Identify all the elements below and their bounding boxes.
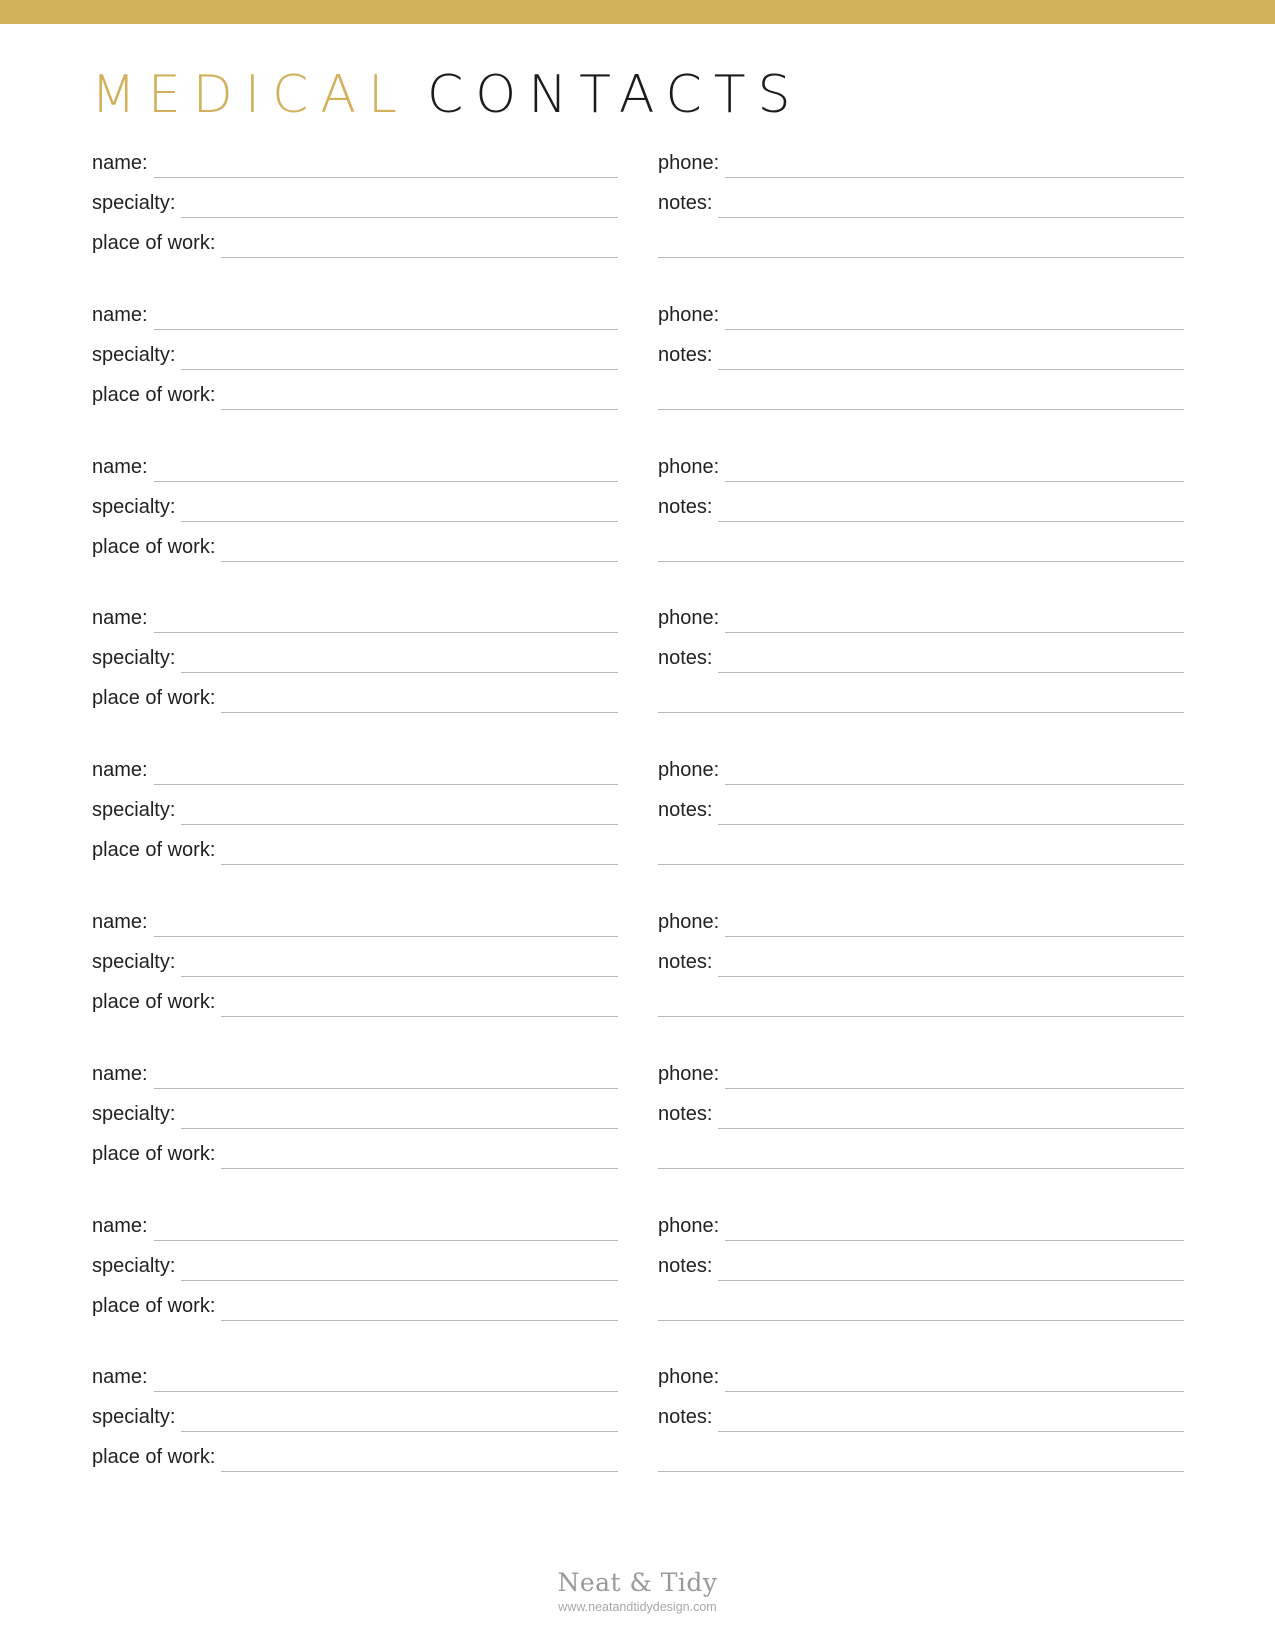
writing-line[interactable]: [718, 217, 1184, 218]
footer-brand-logo: Neat & Tidy: [557, 1568, 718, 1597]
writing-line[interactable]: [718, 976, 1184, 977]
notes-continued-field[interactable]: [658, 380, 1184, 410]
specialty-label: specialty:: [92, 1102, 176, 1125]
specialty-label: specialty:: [92, 495, 176, 518]
notes-continued-field[interactable]: [658, 1442, 1184, 1472]
phone-field[interactable]: [658, 148, 1184, 178]
writing-line[interactable]: [221, 257, 618, 258]
place-of-work-label: place of work:: [92, 1142, 216, 1165]
writing-line[interactable]: [718, 369, 1184, 370]
name-field[interactable]: [92, 755, 618, 785]
name-field[interactable]: [92, 1211, 618, 1241]
writing-line[interactable]: [154, 329, 618, 330]
writing-line[interactable]: [154, 1391, 618, 1392]
notes-field[interactable]: [658, 795, 1184, 825]
writing-line[interactable]: [181, 369, 618, 370]
writing-line[interactable]: [181, 1128, 618, 1129]
specialty-field[interactable]: [92, 1402, 618, 1432]
writing-line[interactable]: [221, 561, 618, 562]
name-field[interactable]: [92, 603, 618, 633]
notes-label: notes:: [658, 343, 713, 366]
notes-continued-field[interactable]: [658, 532, 1184, 562]
notes-field[interactable]: [658, 1402, 1184, 1432]
notes-continued-field[interactable]: [658, 1139, 1184, 1169]
name-field[interactable]: [92, 300, 618, 330]
writing-line[interactable]: [658, 561, 1184, 562]
writing-line[interactable]: [221, 712, 618, 713]
specialty-label: specialty:: [92, 799, 176, 822]
notes-continued-field[interactable]: [658, 683, 1184, 713]
name-field[interactable]: [92, 1059, 618, 1089]
notes-continued-field[interactable]: [658, 987, 1184, 1017]
place-of-work-field[interactable]: [92, 987, 618, 1017]
place-of-work-label: place of work:: [92, 232, 216, 254]
phone-label: phone:: [658, 1062, 720, 1085]
writing-line[interactable]: [658, 1168, 1184, 1169]
name-field[interactable]: [92, 907, 618, 937]
notes-label: notes:: [658, 799, 713, 822]
notes-continued-field[interactable]: [658, 835, 1184, 865]
notes-field[interactable]: [658, 1251, 1184, 1281]
name-label: name:: [92, 911, 148, 933]
writing-line[interactable]: [221, 864, 618, 865]
contact-block: [92, 1211, 1184, 1333]
phone-label: phone:: [658, 455, 720, 478]
writing-line[interactable]: [658, 864, 1184, 865]
name-label: name:: [92, 152, 148, 174]
writing-line[interactable]: [725, 632, 1184, 633]
writing-line[interactable]: [221, 1471, 618, 1472]
writing-line[interactable]: [658, 409, 1184, 410]
phone-field[interactable]: [658, 1059, 1184, 1089]
writing-line[interactable]: [718, 1280, 1184, 1281]
specialty-field[interactable]: [92, 947, 618, 977]
place-of-work-field[interactable]: [92, 1291, 618, 1321]
writing-line[interactable]: [181, 976, 618, 977]
place-of-work-field[interactable]: [92, 532, 618, 562]
phone-field[interactable]: [658, 907, 1184, 937]
specialty-field[interactable]: [92, 1251, 618, 1281]
place-of-work-label: place of work:: [92, 535, 216, 558]
specialty-label: specialty:: [92, 951, 176, 973]
phone-field[interactable]: [658, 755, 1184, 785]
name-field[interactable]: [92, 148, 618, 178]
place-of-work-label: place of work:: [92, 839, 216, 862]
title-word-contacts: CONTACTS: [426, 65, 803, 125]
phone-field[interactable]: [658, 603, 1184, 633]
place-of-work-label: place of work:: [92, 1446, 216, 1469]
phone-label: phone:: [658, 152, 720, 174]
writing-line[interactable]: [221, 1320, 618, 1321]
footer-website: www.neatandtidydesign.com: [558, 1600, 717, 1614]
writing-line[interactable]: [154, 1088, 618, 1089]
specialty-label: specialty:: [92, 1254, 176, 1277]
specialty-label: specialty:: [92, 647, 176, 670]
name-label: name:: [92, 1062, 148, 1085]
writing-line[interactable]: [181, 1431, 618, 1432]
writing-line[interactable]: [658, 712, 1184, 713]
writing-line[interactable]: [181, 217, 618, 218]
name-label: name:: [92, 759, 148, 782]
writing-line[interactable]: [658, 1471, 1184, 1472]
name-label: name:: [92, 1214, 148, 1237]
specialty-field[interactable]: [92, 643, 618, 673]
writing-line[interactable]: [718, 521, 1184, 522]
notes-continued-field[interactable]: [658, 1291, 1184, 1321]
writing-line[interactable]: [154, 1240, 618, 1241]
specialty-label: specialty:: [92, 343, 176, 366]
notes-field[interactable]: [658, 1099, 1184, 1129]
notes-label: notes:: [658, 951, 713, 973]
writing-line[interactable]: [725, 329, 1184, 330]
writing-line[interactable]: [718, 672, 1184, 673]
place-of-work-label: place of work:: [92, 687, 216, 710]
name-label: name:: [92, 303, 148, 326]
notes-field[interactable]: [658, 643, 1184, 673]
writing-line[interactable]: [658, 1016, 1184, 1017]
notes-label: notes:: [658, 1406, 713, 1429]
name-label: name:: [92, 1366, 148, 1389]
phone-field[interactable]: [658, 1362, 1184, 1392]
writing-line[interactable]: [154, 481, 618, 482]
writing-line[interactable]: [725, 784, 1184, 785]
notes-field[interactable]: [658, 340, 1184, 370]
writing-line[interactable]: [154, 936, 618, 937]
place-of-work-field[interactable]: [92, 1442, 618, 1472]
writing-line[interactable]: [718, 824, 1184, 825]
writing-line[interactable]: [221, 1168, 618, 1169]
place-of-work-field[interactable]: [92, 683, 618, 713]
writing-line[interactable]: [658, 257, 1184, 258]
writing-line[interactable]: [725, 1391, 1184, 1392]
place-of-work-field[interactable]: [92, 835, 618, 865]
writing-line[interactable]: [718, 1128, 1184, 1129]
phone-label: phone:: [658, 911, 720, 933]
contact-block: [92, 1362, 1184, 1484]
place-of-work-field[interactable]: [92, 1139, 618, 1169]
contact-block: [92, 148, 1184, 270]
contact-block: [92, 755, 1184, 877]
writing-line[interactable]: [154, 632, 618, 633]
specialty-field[interactable]: [92, 340, 618, 370]
contact-block: [92, 907, 1184, 1029]
notes-label: notes:: [658, 1254, 713, 1277]
phone-label: phone:: [658, 303, 720, 326]
name-field[interactable]: [92, 452, 618, 482]
writing-line[interactable]: [725, 481, 1184, 482]
notes-label: notes:: [658, 647, 713, 670]
notes-field[interactable]: [658, 188, 1184, 218]
writing-line[interactable]: [181, 521, 618, 522]
footer: [0, 1568, 1275, 1615]
place-of-work-label: place of work:: [92, 383, 216, 406]
phone-label: phone:: [658, 1214, 720, 1237]
writing-line[interactable]: [725, 1088, 1184, 1089]
phone-label: phone:: [658, 607, 720, 630]
phone-field[interactable]: [658, 1211, 1184, 1241]
place-of-work-field[interactable]: [92, 228, 618, 258]
phone-label: phone:: [658, 1366, 720, 1389]
name-label: name:: [92, 455, 148, 478]
writing-line[interactable]: [181, 672, 618, 673]
notes-field[interactable]: [658, 492, 1184, 522]
place-of-work-field[interactable]: [92, 380, 618, 410]
writing-line[interactable]: [154, 784, 618, 785]
writing-line[interactable]: [725, 936, 1184, 937]
phone-label: phone:: [658, 759, 720, 782]
writing-line[interactable]: [181, 1280, 618, 1281]
writing-line[interactable]: [725, 1240, 1184, 1241]
place-of-work-label: place of work:: [92, 991, 216, 1013]
phone-field[interactable]: [658, 452, 1184, 482]
writing-line[interactable]: [725, 177, 1184, 178]
title-word-medical: MEDICAL: [91, 65, 409, 125]
specialty-field[interactable]: [92, 188, 618, 218]
name-field[interactable]: [92, 1362, 618, 1392]
specialty-field[interactable]: [92, 1099, 618, 1129]
specialty-field[interactable]: [92, 795, 618, 825]
contact-block: [92, 452, 1184, 574]
writing-line[interactable]: [221, 409, 618, 410]
writing-line[interactable]: [658, 1320, 1184, 1321]
contact-block: [92, 603, 1184, 725]
notes-field[interactable]: [658, 947, 1184, 977]
name-label: name:: [92, 607, 148, 630]
specialty-label: specialty:: [92, 192, 176, 214]
notes-label: notes:: [658, 1102, 713, 1125]
notes-label: notes:: [658, 495, 713, 518]
writing-line[interactable]: [221, 1016, 618, 1017]
contact-block: [92, 1059, 1184, 1181]
notes-continued-field[interactable]: [658, 228, 1184, 258]
place-of-work-label: place of work:: [92, 1294, 216, 1317]
writing-line[interactable]: [154, 177, 618, 178]
contact-block: [92, 300, 1184, 422]
phone-field[interactable]: [658, 300, 1184, 330]
writing-line[interactable]: [181, 824, 618, 825]
writing-line[interactable]: [718, 1431, 1184, 1432]
specialty-label: specialty:: [92, 1406, 176, 1429]
specialty-field[interactable]: [92, 492, 618, 522]
notes-label: notes:: [658, 192, 713, 214]
